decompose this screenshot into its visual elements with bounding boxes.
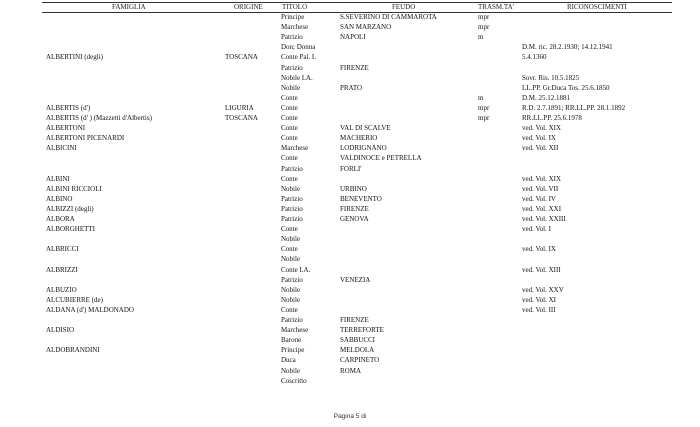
cell-riconoscimenti: ved. Vol. XI (522, 295, 556, 304)
cell-feudo: NAPOLI (340, 33, 366, 42)
cell-riconoscimenti: ved. Vol. IX (522, 134, 556, 143)
cell-feudo: URBINO (340, 184, 367, 193)
cell-riconoscimenti: Sovr. Ris. 10.5.1825 (522, 73, 580, 82)
cell-riconoscimenti: ved. Vol. XIX (522, 174, 562, 183)
cell-titolo: Principe (281, 346, 305, 355)
cell-feudo: CARPINETO (340, 356, 380, 365)
cell-famiglia: ALBRIZZI (46, 265, 78, 274)
cell-titolo: Conte (281, 103, 298, 112)
cell-riconoscimenti: R.D. 2.7.1891; RR.LL.PP. 28.1.1892 (522, 103, 626, 112)
cell-famiglia: ALDANA (d') MALDONADO (46, 305, 134, 314)
cell-titolo: Nobile (281, 295, 301, 304)
cell-riconoscimenti: ved. Vol. XIII (522, 265, 561, 274)
cell-titolo: Conte (281, 134, 298, 143)
table-row (0, 12, 700, 22)
cell-titolo: Patrizio (281, 204, 303, 213)
table-row (0, 305, 700, 315)
cell-origine: TOSCANA (225, 114, 258, 122)
cell-riconoscimenti: D.M. ric. 28.2.1930; 14.12.1941 (522, 43, 613, 52)
column-header-origine: ORIGINE (234, 3, 263, 11)
cell-feudo: MACHERIO (340, 134, 378, 143)
cell-riconoscimenti: LL.PP. Gr.Duca Tos. 25.6.1850 (522, 83, 610, 92)
table-row (0, 164, 700, 174)
cell-famiglia: ALBINI (46, 174, 70, 183)
table-row (0, 265, 700, 275)
cell-famiglia: ALBORGHETTI (46, 225, 95, 234)
cell-feudo: VAL DI SCALVE (340, 124, 391, 133)
cell-feudo: TERREFORTE (340, 326, 384, 335)
cell-origine: LIGURIA (225, 103, 254, 112)
cell-titolo: Conte (281, 245, 298, 254)
cell-riconoscimenti: ved. Vol. XIX (522, 124, 562, 133)
cell-titolo: Marchese (281, 326, 309, 335)
cell-titolo: Marchese (281, 144, 309, 153)
cell-famiglia: ALBERTINI (degli) (46, 53, 103, 62)
cell-titolo: Duca (281, 356, 296, 365)
cell-feudo: GENOVA (340, 215, 369, 223)
cell-titolo: Conte I.A. (281, 265, 311, 274)
cell-riconoscimenti: ved. Vol. IX (522, 245, 556, 254)
cell-titolo: Nobile (281, 184, 301, 193)
table-row (0, 174, 700, 184)
cell-famiglia: ALDISIO (46, 326, 74, 335)
cell-riconoscimenti: ved. Vol. XXV (522, 285, 564, 294)
header-top-rule (42, 2, 672, 3)
cell-titolo: Nobile (281, 285, 301, 294)
table-row (0, 204, 700, 214)
cell-trasmissione: m (478, 33, 484, 42)
table-row (0, 32, 700, 42)
column-header-feudo: FEUDO (392, 3, 416, 11)
cell-riconoscimenti: ved. Vol. I (522, 225, 551, 234)
cell-titolo: Marchese (281, 23, 309, 32)
cell-feudo: VALDINOCE e PETRELLA (340, 154, 422, 163)
cell-titolo: Nobile (281, 235, 301, 244)
table-row (0, 345, 700, 355)
table-row (0, 244, 700, 254)
cell-riconoscimenti: ved. Vol. IV (522, 194, 556, 203)
cell-famiglia: ALBICINI (46, 144, 77, 153)
cell-titolo: Patrizio (281, 164, 303, 173)
column-header-trasmissione: TRASM.TA' (478, 3, 514, 11)
table-header (0, 3, 700, 12)
table-row (0, 275, 700, 285)
cell-feudo: VENEZIA (340, 275, 371, 284)
cell-feudo: S.SEVERINO DI CAMMAROTA (340, 13, 437, 21)
table-row (0, 103, 700, 113)
cell-famiglia: ALCUBIERRE (de) (46, 295, 103, 304)
table-row (0, 214, 700, 224)
cell-titolo: Principe (281, 13, 305, 21)
cell-titolo: Patrizio (281, 316, 303, 324)
cell-feudo: FORLI' (340, 164, 362, 173)
cell-feudo: FIRENZE (340, 316, 369, 324)
table-row (0, 335, 700, 345)
table-row (0, 73, 700, 83)
cell-trasmissione: mpr (478, 114, 490, 122)
cell-famiglia: ALDOBRANDINI (46, 346, 100, 355)
cell-titolo: Patrizio (281, 275, 303, 284)
cell-trasmissione: mpr (478, 23, 490, 32)
cell-feudo: ROMA (340, 366, 362, 375)
table-row (0, 254, 700, 264)
cell-feudo: SAN MARZANO (340, 23, 392, 32)
cell-riconoscimenti: ved. Vol. III (522, 305, 556, 314)
cell-titolo: Patrizio (281, 194, 303, 203)
table-row (0, 224, 700, 234)
cell-feudo: PRATO (340, 83, 363, 92)
table-row (0, 93, 700, 103)
page-footer: Pagina 5 di (333, 413, 367, 420)
cell-famiglia: ALBIZZI (degli) (46, 204, 94, 213)
table-row (0, 315, 700, 325)
cell-riconoscimenti: ved. Vol. XXI (522, 204, 562, 213)
cell-feudo: FIRENZE (340, 204, 369, 213)
table-row (0, 184, 700, 194)
table-row (0, 376, 700, 386)
cell-famiglia: ALBORA (46, 215, 75, 223)
cell-titolo: Nobile (281, 255, 301, 264)
cell-origine: TOSCANA (225, 53, 258, 62)
cell-famiglia: ALBERTONI (46, 124, 86, 133)
cell-titolo: Nobile (281, 366, 301, 375)
table-row (0, 133, 700, 143)
table-row (0, 355, 700, 365)
cell-riconoscimenti: ved. Vol. XXIII (522, 215, 566, 223)
table-row (0, 234, 700, 244)
table-row (0, 366, 700, 376)
cell-titolo: Barone (281, 336, 302, 345)
cell-feudo: LODRIGNANO (340, 144, 387, 153)
cell-riconoscimenti: ved. Vol. VII (522, 184, 559, 193)
table-row (0, 113, 700, 123)
cell-titolo: Conte Pal. I. (281, 53, 316, 62)
cell-trasmissione: mpr (478, 13, 490, 21)
table-row (0, 194, 700, 204)
cell-titolo: Conte (281, 154, 298, 163)
cell-riconoscimenti: 5.4.1360 (522, 53, 547, 62)
table-row (0, 295, 700, 305)
cell-riconoscimenti: D.M. 25.12.1881 (522, 93, 571, 102)
cell-riconoscimenti: ved. Vol. XII (522, 144, 559, 153)
column-header-riconoscimenti: RICONOSCIMENTI (567, 3, 627, 11)
cell-famiglia: ALBINI RICCIOLI (46, 184, 102, 193)
table-row (0, 63, 700, 73)
cell-famiglia: ALBUZIO (46, 285, 77, 294)
cell-famiglia: ALBERTIS (d' ) (Mazzetti d'Albertis) (46, 114, 152, 122)
cell-feudo: BENEVENTO (340, 194, 382, 203)
cell-famiglia: ALBERTIS (d') (46, 103, 91, 112)
cell-titolo: Conte (281, 124, 298, 133)
cell-titolo: Coscritto (281, 376, 307, 385)
table-row (0, 83, 700, 93)
table-row (0, 42, 700, 52)
table-row (0, 153, 700, 163)
table-row (0, 123, 700, 133)
cell-titolo: Don; Donna (281, 43, 316, 52)
cell-titolo: Conte (281, 174, 298, 183)
column-header-titolo: TITOLO (282, 3, 308, 11)
table-row (0, 22, 700, 32)
cell-titolo: Nobile I.A. (281, 73, 313, 82)
cell-titolo: Conte (281, 305, 298, 314)
cell-trasmissione: mpr (478, 103, 490, 112)
cell-trasmissione: m (478, 93, 484, 102)
table-row (0, 325, 700, 335)
cell-riconoscimenti: RR.LL.PP. 25.6.1978 (522, 114, 582, 122)
cell-famiglia: ALBERTONI PICENARDI (46, 134, 125, 143)
cell-titolo: Patrizio (281, 63, 303, 72)
cell-feudo: SABBUCCI (340, 336, 376, 345)
cell-titolo: Nobile (281, 83, 301, 92)
cell-famiglia: ALBRICCI (46, 245, 79, 254)
cell-feudo: MELDOLA (340, 346, 375, 355)
cell-titolo: Conte (281, 225, 298, 234)
table-row (0, 143, 700, 153)
cell-famiglia: ALBINO (46, 194, 73, 203)
column-header-famiglia: FAMIGLIA (112, 3, 146, 11)
table-row (0, 285, 700, 295)
cell-titolo: Conte (281, 114, 298, 122)
cell-titolo: Patrizio (281, 215, 303, 223)
cell-titolo: Conte (281, 93, 298, 102)
table-row (0, 52, 700, 62)
cell-titolo: Patrizio (281, 33, 303, 42)
cell-feudo: FIRENZE (340, 63, 369, 72)
